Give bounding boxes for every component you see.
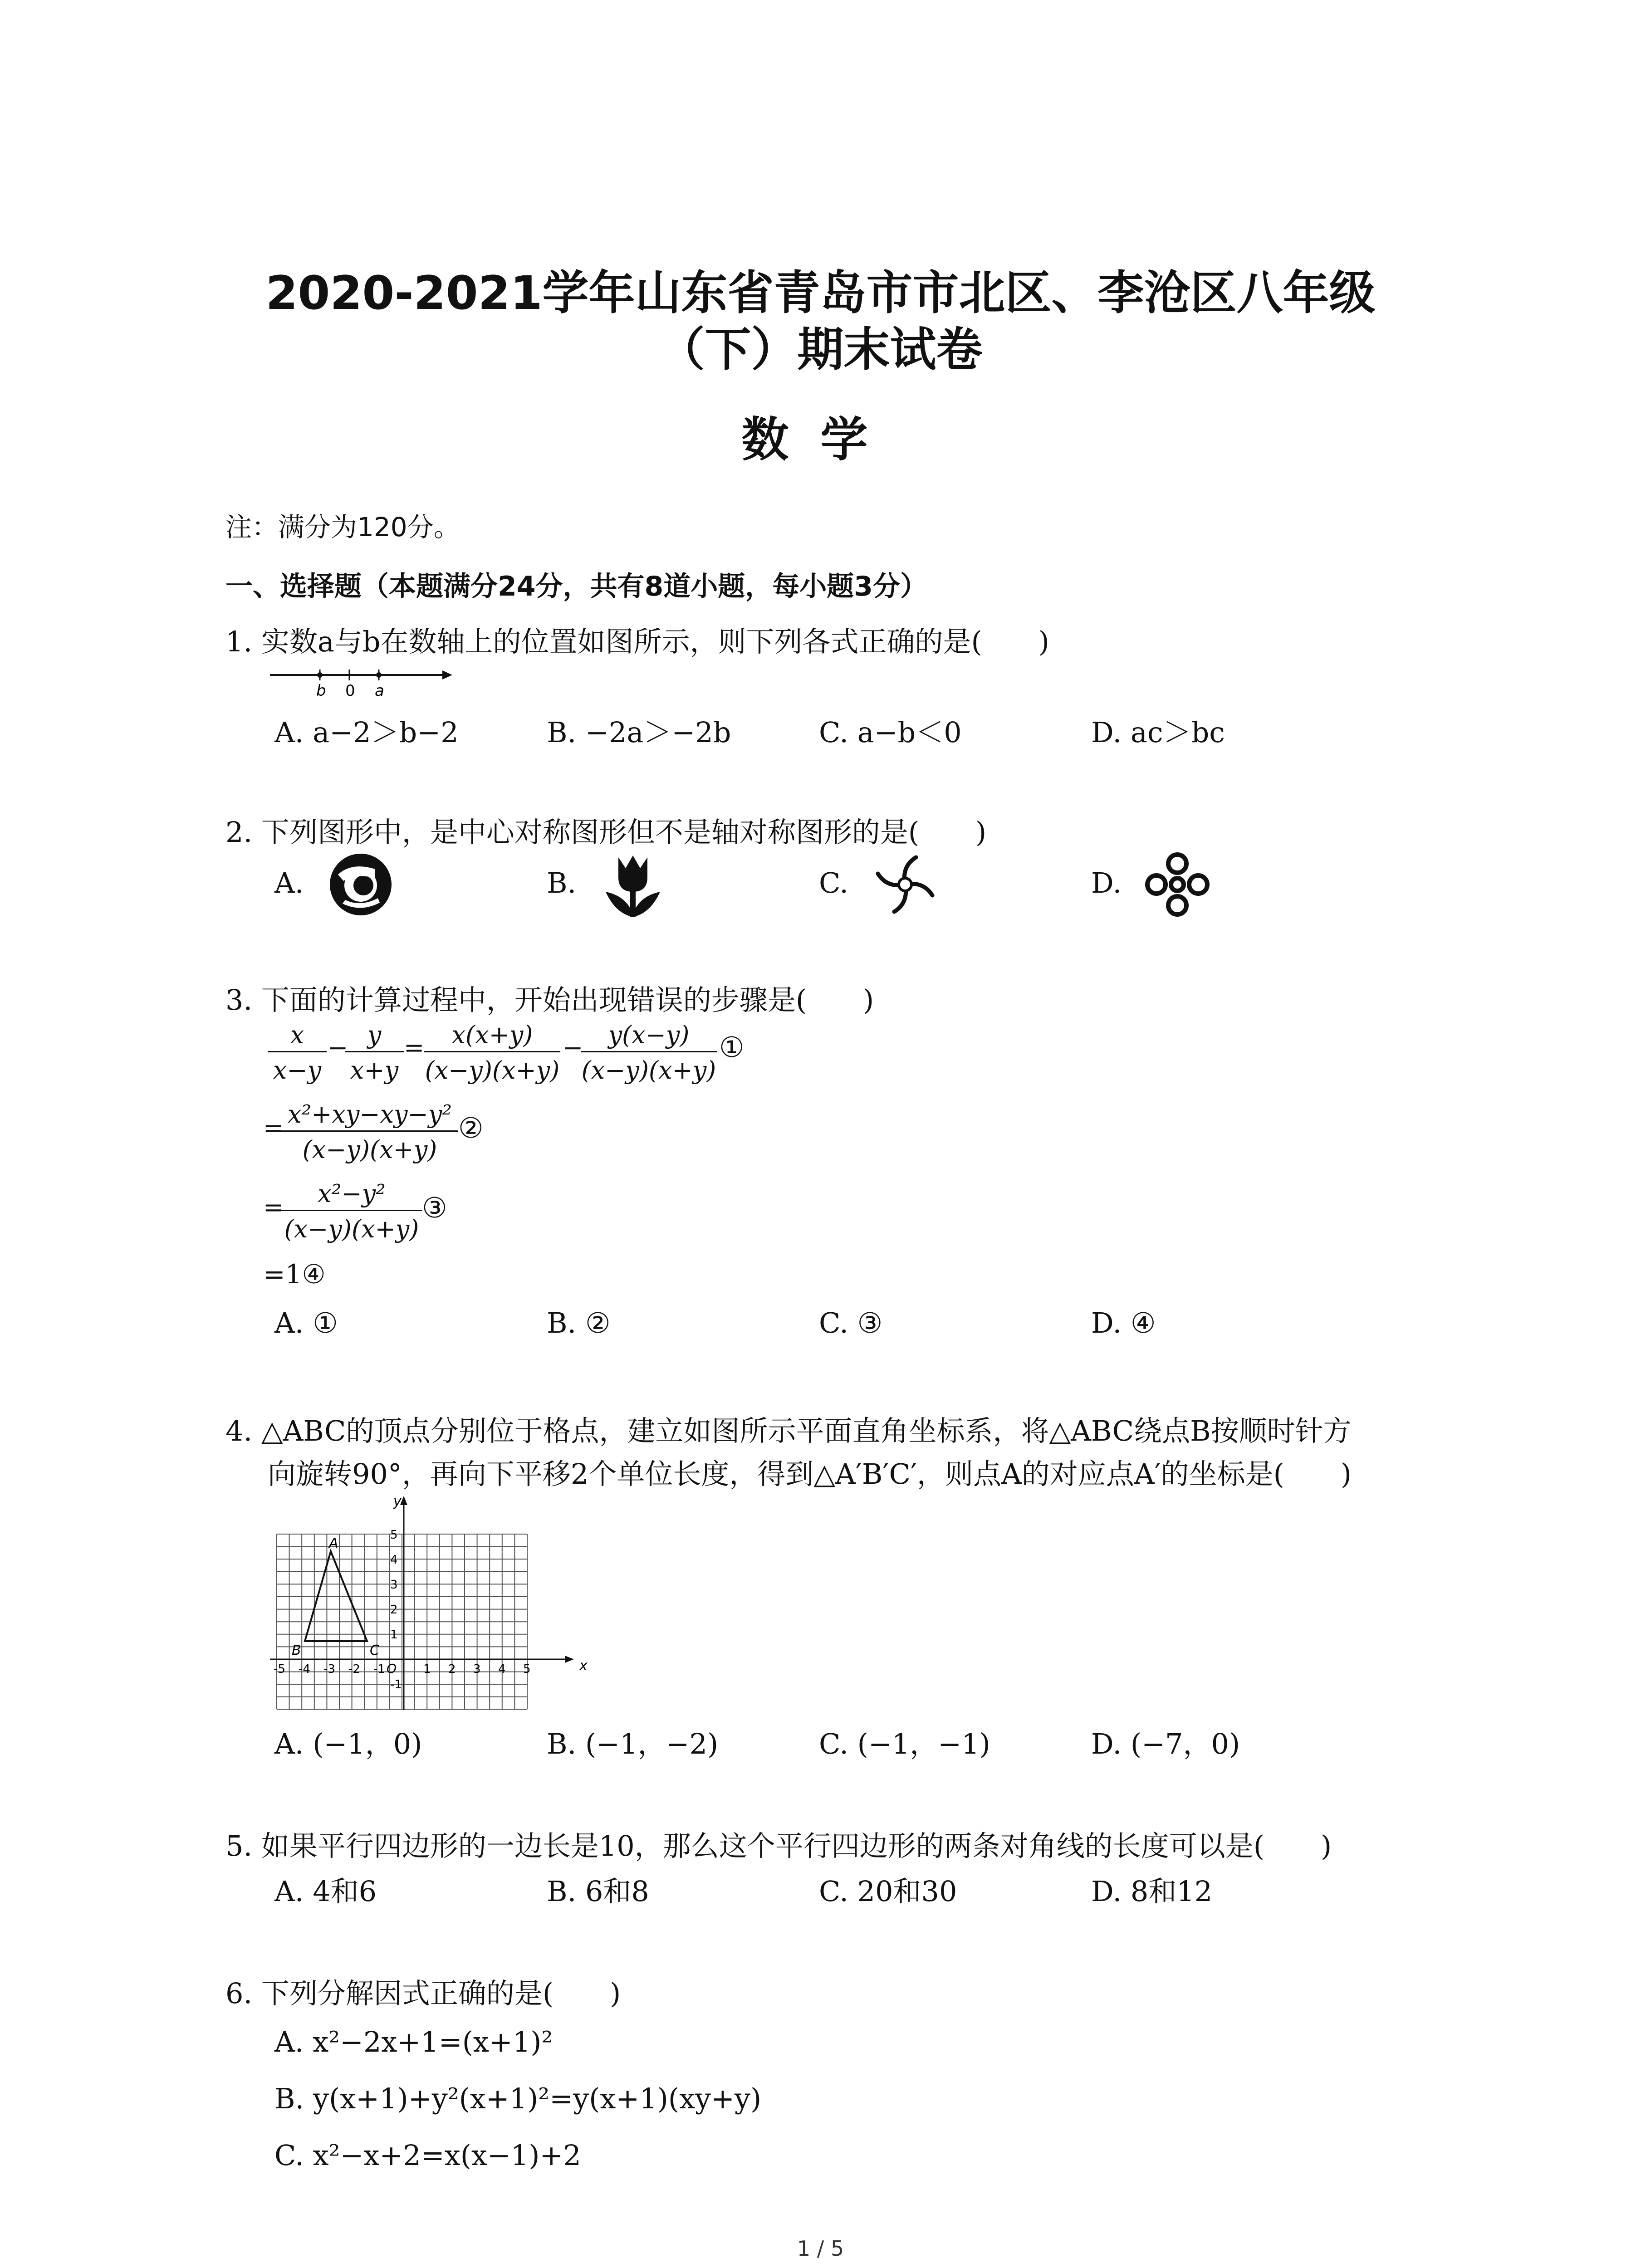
- x-tick-label: -2: [348, 1662, 360, 1676]
- x-tick-label: -3: [323, 1662, 335, 1676]
- q4-coordinate-grid: [265, 1492, 592, 1728]
- q1-option-c[interactable]: C. a−b＜0: [819, 716, 962, 749]
- x-axis-arrow: [565, 1656, 574, 1663]
- q3-equals-2: =: [263, 1114, 284, 1142]
- page-number: 1 / 5: [797, 2236, 844, 2261]
- x-axis-label: x: [579, 1658, 588, 1674]
- q3-fraction-3: $\frac{x(x+y)}{(x-y)(x+y)}$: [425, 1021, 560, 1085]
- question-5-stem: 5. 如果平行四边形的一边长是10，那么这个平行四边形的两条对角线的长度可以是( ): [225, 1829, 1332, 1862]
- q5-option-b[interactable]: B. 6和8: [547, 1875, 649, 1908]
- q3-option-c[interactable]: C. ③: [819, 1306, 883, 1339]
- q5-option-d[interactable]: D. 8和12: [1091, 1875, 1213, 1908]
- x-tick-label: -5: [274, 1662, 285, 1676]
- q6-option-c[interactable]: C. x²−x+2=x(x−1)+2: [274, 2139, 581, 2172]
- section-heading: 一、选择题（本题满分24分，共有8道小题，每小题3分）: [225, 571, 927, 602]
- q3-fraction-6: $\frac{\text{x²−y²}}{(x-y)(x+y)}$: [281, 1179, 422, 1243]
- q3-minus-1: −: [328, 1033, 348, 1062]
- x-tick-label: 4: [498, 1662, 506, 1676]
- exam-title-line1: 2020-2021学年山东省青岛市市北区、李沧区八年级: [265, 266, 1376, 320]
- x-tick-label: -1: [373, 1662, 385, 1676]
- q2-option-a[interactable]: A.: [274, 866, 304, 899]
- x-tick-label: 5: [523, 1662, 531, 1676]
- question-3-stem: 3. 下面的计算过程中，开始出现错误的步骤是( ): [225, 983, 874, 1017]
- figure-d-clover-icon[interactable]: [1141, 848, 1214, 921]
- q3-step-1-mark: ①: [719, 1031, 745, 1064]
- point-b: [317, 672, 323, 678]
- q5-option-c[interactable]: C. 20和30: [819, 1875, 957, 1908]
- point-label-b: B: [292, 1642, 301, 1658]
- y-tick-label: 4: [390, 1553, 398, 1567]
- q6-option-b[interactable]: B. y(x+1)+y²(x+1)²=y(x+1)(xy+y): [274, 2082, 762, 2115]
- x-tick-label: 1: [423, 1662, 431, 1676]
- exam-title-line2: （下）期末试卷: [658, 323, 983, 377]
- q3-equals-3: =: [263, 1193, 284, 1222]
- point-label-a: A: [329, 1535, 338, 1551]
- q4-option-c[interactable]: C. (−1，−1): [819, 1727, 990, 1760]
- y-tick-label: -1: [390, 1678, 402, 1691]
- figure-c-pinwheel-icon[interactable]: [869, 848, 941, 921]
- q3-step-2-mark: ②: [458, 1111, 484, 1144]
- subject-title: 数学: [741, 412, 900, 467]
- q3-option-b[interactable]: B. ②: [547, 1306, 611, 1339]
- x-tick-label: -4: [299, 1662, 310, 1676]
- point-a: [376, 672, 382, 678]
- origin-label: O: [387, 1661, 397, 1676]
- q3-fraction-4: $\frac{y(x-y)}{(x-y)(x+y)}$: [581, 1021, 716, 1085]
- q4-option-d[interactable]: D. (−7，0): [1091, 1727, 1240, 1760]
- q1-option-b[interactable]: B. −2a＞−2b: [547, 716, 731, 749]
- number-line-figure: [265, 662, 456, 699]
- q4-option-a[interactable]: A. (−1，0): [274, 1727, 422, 1760]
- q2-option-c[interactable]: C.: [819, 866, 848, 899]
- q3-equals-1: =: [404, 1033, 425, 1062]
- q4-option-b[interactable]: B. (−1，−2): [547, 1727, 719, 1760]
- axis-label-b: b: [316, 682, 326, 699]
- y-tick-label: 3: [390, 1578, 398, 1592]
- figure-a-icon[interactable]: [324, 853, 397, 916]
- q6-option-a[interactable]: A. x²−2x+1=(x+1)²: [274, 2025, 553, 2058]
- score-note: 注：满分为120分。: [225, 512, 460, 543]
- question-1-stem: 1. 实数a与b在数轴上的位置如图所示，则下列各式正确的是( ): [225, 625, 1049, 658]
- question-4-stem-line1: 4. △ABC的顶点分别位于格点，建立如图所示平面直角坐标系，将△ABC绕点B按顺时针方: [225, 1414, 1352, 1447]
- q3-option-d[interactable]: D. ④: [1091, 1306, 1156, 1339]
- y-tick-label: 1: [390, 1628, 398, 1642]
- axis-label-0: 0: [345, 682, 355, 699]
- point-label-c: C: [370, 1642, 379, 1658]
- q2-option-b[interactable]: B.: [547, 866, 577, 899]
- q1-option-a[interactable]: A. a−2＞b−2: [274, 716, 459, 749]
- q1-option-d[interactable]: D. ac＞bc: [1091, 716, 1225, 749]
- q3-step-4: =1④: [263, 1259, 326, 1290]
- q5-option-a[interactable]: A. 4和6: [274, 1875, 377, 1908]
- q3-minus-2: −: [563, 1033, 583, 1062]
- question-2-stem: 2. 下列图形中，是中心对称图形但不是轴对称图形的是( ): [225, 816, 987, 849]
- q3-fraction-2: $\frac{y}{x+y}$: [345, 1021, 404, 1085]
- axis-label-a: a: [375, 682, 384, 699]
- x-tick-label: 2: [448, 1662, 456, 1676]
- question-6-stem: 6. 下列分解因式正确的是( ): [225, 1977, 621, 2010]
- number-line-arrow: [442, 670, 452, 679]
- question-4-stem-line2: 向旋转90°，再向下平移2个单位长度，得到△A′B′C′，则点A的对应点A′的坐标是( ): [268, 1457, 1352, 1491]
- y-tick-label: 5: [390, 1528, 398, 1542]
- figure-b-tulip-icon[interactable]: [597, 848, 669, 921]
- y-tick-label: 2: [390, 1603, 398, 1617]
- x-tick-label: 3: [473, 1662, 481, 1676]
- q3-fraction-1: $\frac{x}{x-y}$: [268, 1021, 327, 1085]
- q2-option-d[interactable]: D.: [1091, 866, 1122, 899]
- y-axis-label: y: [393, 1494, 402, 1510]
- q3-fraction-5: $\frac{\text{x²+xy−xy−y²}}{(x-y)(x+y)}$: [281, 1100, 458, 1164]
- q3-option-a[interactable]: A. ①: [274, 1306, 338, 1339]
- q3-step-3-mark: ③: [422, 1191, 447, 1224]
